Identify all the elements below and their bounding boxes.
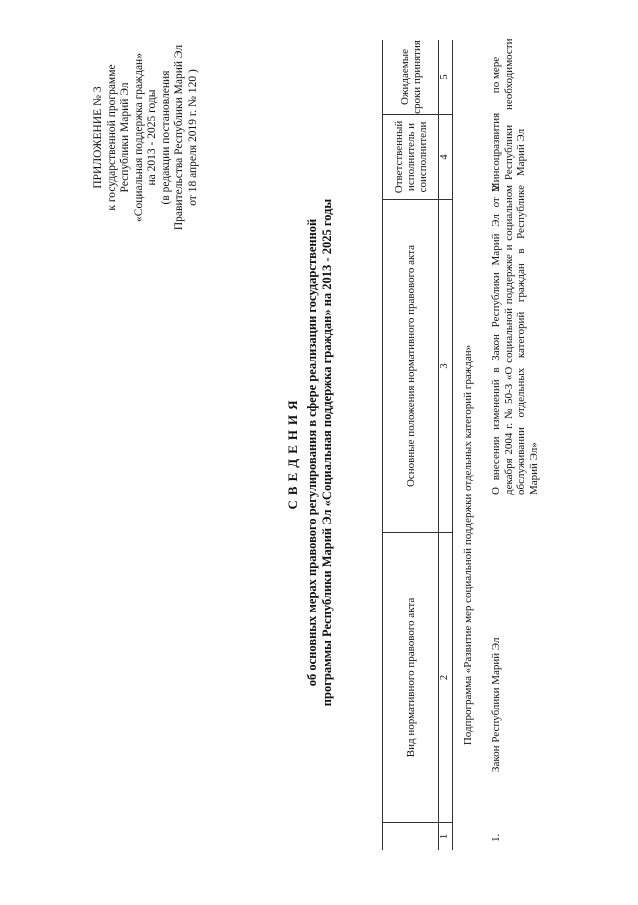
header-cell-type: Вид нормативного правового акта: [383, 532, 438, 822]
appendix-line: Правительства Республики Марий Эл: [173, 44, 185, 231]
table-header-row: [383, 40, 438, 850]
number-cell: 1: [438, 822, 452, 850]
header-cell-executor: Ответственный исполнитель и соисполнители: [383, 114, 438, 199]
appendix-line: от 18 апреля 2019 г. № 120 ): [186, 69, 199, 206]
row-act-type: Закон Республики Марий Эл: [490, 637, 502, 772]
header-cell-desc: Основные положения нормативного правового акта: [383, 199, 438, 532]
header-cell-term: Ожидаемые сроки принятия: [398, 40, 423, 114]
row-term: по мере необходимости: [490, 38, 515, 110]
appendix-line: на 2013 - 2025 годы: [146, 89, 158, 186]
number-cell: 2: [438, 532, 452, 822]
subtitle-line-1: об основных мерах правового регулирования в сфере реализации государственной: [305, 218, 319, 687]
document-title: СВЕДЕНИЯ: [285, 395, 300, 510]
table-number-divider: [452, 40, 453, 850]
appendix-line: ПРИЛОЖЕНИЕ № 3: [92, 86, 104, 189]
appendix-line: к государственной программе: [105, 64, 118, 211]
number-cell: 5: [439, 74, 450, 80]
row-executor: Минсоцразвития Республики Марий Эл: [490, 112, 527, 193]
appendix-line: «Социальная поддержка граждан»: [132, 53, 145, 222]
header-cell-num: [383, 822, 438, 850]
table-row: [490, 40, 580, 850]
subprogram-heading: Подпрограмма «Развитие мер социальной поддержки отдельных категорий граждан»: [462, 344, 474, 746]
appendix-line: (в редакции постановления: [159, 70, 172, 205]
appendix-block: [92, 30, 200, 245]
subtitle-line-2: программы Республики Марий Эл «Социальная поддержка граждан» на 2013 - 2025 годы: [320, 198, 334, 707]
number-cell: 3: [438, 199, 452, 532]
row-act-description: О внесении изменений в Закон Республики Марий Эл от 2 декабря 2004 г. № 50-З «О социальной поддержке и социальном обслуживании отдельных категорий граждан в Республике Марий Эл»: [490, 185, 540, 495]
row-number: 1.: [490, 833, 502, 842]
appendix-line: Республики Марий Эл: [119, 82, 131, 193]
number-cell: 4: [438, 114, 452, 199]
document-subtitle: [305, 100, 335, 805]
table-number-row: [438, 40, 452, 850]
